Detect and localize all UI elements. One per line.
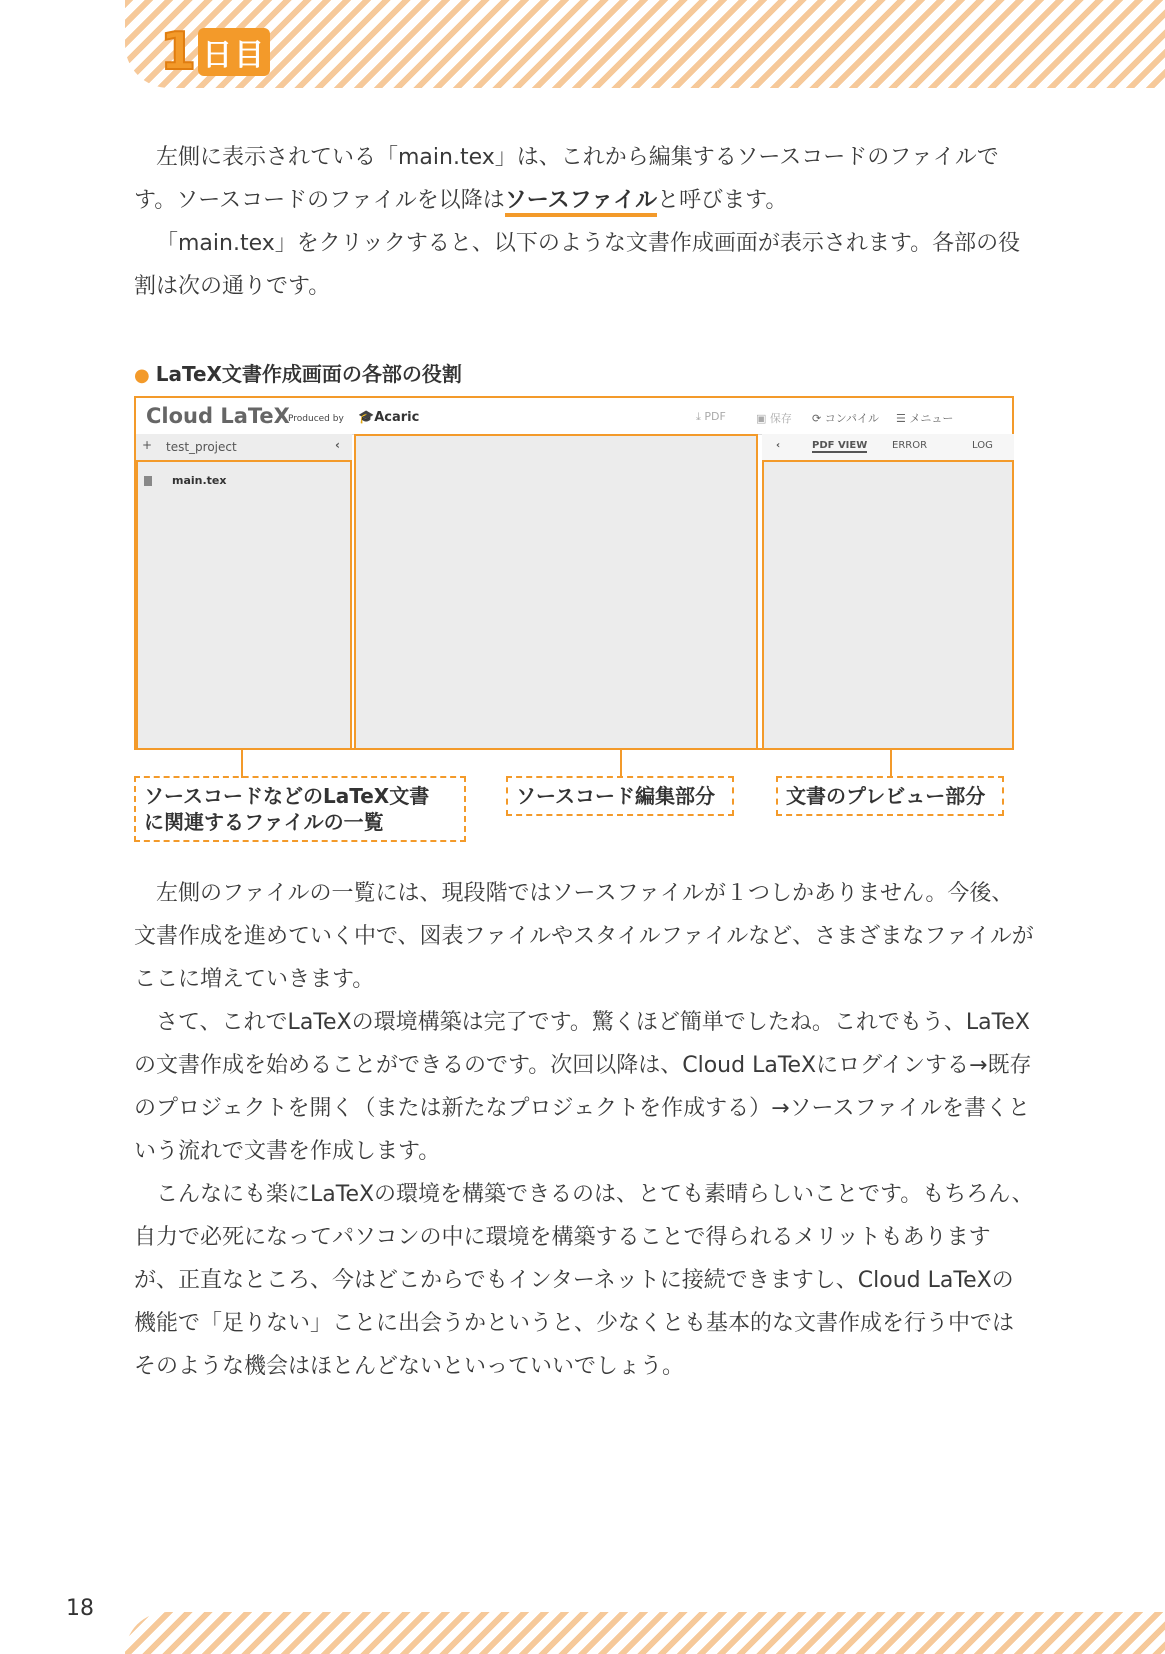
pdf-label: PDF	[704, 410, 726, 423]
bullet-dot-icon: ●	[134, 365, 150, 386]
body-paragraph-2: さて、これでLaTeXの環境構築は完了です。驚くほど簡単でしたね。これでもう、LaTeXの文書作成を始めることができるのです。次回以降は、Cloud LaTeXにログインする→既存のプロジェクトを開く（または新たなプロジェクトを作成する）→ソースファイルを書くという流れで文書を作成します。	[134, 1010, 1032, 1164]
save-button[interactable]	[756, 410, 792, 426]
leader-line-editor	[620, 750, 622, 778]
day-unit: 日目	[198, 28, 270, 76]
app-logo: Cloud LaTeX	[146, 404, 290, 428]
file-icon	[144, 476, 152, 486]
brand-logo	[358, 410, 419, 425]
day-number: 1	[160, 22, 197, 82]
intro-p1-tail: と呼びます。	[657, 188, 788, 213]
brand-name: Acaric	[374, 410, 420, 425]
footer-stripe-band	[125, 1612, 1165, 1654]
leader-line-files	[241, 750, 243, 778]
tab-pdf-view[interactable]: PDF VIEW	[812, 440, 868, 451]
graduation-cap-icon: 🎓	[358, 410, 375, 425]
file-list-pane	[136, 460, 352, 750]
pdf-preview-pane	[762, 460, 1014, 750]
intro-paragraph-1	[134, 136, 1034, 222]
file-item-main-tex[interactable]	[144, 474, 226, 487]
figure-caption	[134, 358, 462, 387]
figure-caption-text: LaTeX文書作成画面の各部の役割	[155, 362, 462, 386]
day-badge	[160, 22, 270, 82]
body-text	[134, 872, 1034, 1388]
download-icon: ⤓	[696, 410, 701, 423]
callout-preview: 文書のプレビュー部分	[776, 776, 1004, 816]
app-header	[136, 398, 1012, 435]
header-stripe-band	[125, 0, 1165, 88]
intro-text	[134, 136, 1034, 308]
preview-collapse-icon[interactable]: ‹	[776, 440, 781, 451]
body-paragraph-3: こんなにも楽にLaTeXの環境を構築できるのは、とても素晴らしいことです。もちろん、自力で必死になってパソコンの中に環境を構築することで得られるメリットもありますが、正直なところ、今はどこからでもインターネットに接続できますし、Cloud LaTeXの機能で「足りない」ことに出会うかというと、少なくとも基本的な文書作成を行う中ではそのような機会はほとんどないといっていいでしょう。	[134, 1182, 1034, 1379]
project-bar	[136, 434, 352, 461]
term-source-file: ソースファイル	[505, 188, 657, 217]
save-icon: ▣	[756, 412, 767, 425]
download-pdf-button[interactable]	[696, 410, 726, 424]
callout-file-list-line1: ソースコードなどのLaTeX文書	[144, 784, 430, 808]
hamburger-icon: ☰	[896, 412, 906, 425]
callout-editor: ソースコード編集部分	[506, 776, 734, 816]
menu-button[interactable]	[896, 410, 953, 426]
intro-p1-text: 左側に表示されている「main.tex」は、これから編集するソースコードのファイルです。ソースコードのファイルを以降は	[134, 145, 999, 213]
save-label: 保存	[769, 412, 792, 425]
menu-label: メニュー	[909, 412, 954, 425]
project-name: test_project	[166, 440, 237, 454]
page-number: 18	[66, 1596, 94, 1621]
preview-tab-bar	[762, 434, 1014, 460]
add-file-icon[interactable]: +	[142, 438, 153, 452]
editor-screenshot	[134, 396, 1014, 750]
compile-button[interactable]	[812, 410, 879, 426]
body-paragraph-1: 左側のファイルの一覧には、現段階ではソースファイルが１つしかありません。今後、文書作成を進めていく中で、図表ファイルやスタイルファイルなど、さまざまなファイルがここに増えていきます。	[134, 881, 1034, 992]
tab-log[interactable]: LOG	[972, 440, 993, 451]
compile-label: コンパイル	[824, 412, 879, 425]
refresh-icon: ⟳	[812, 412, 822, 425]
file-name: main.tex	[172, 474, 227, 487]
leader-line-preview	[890, 750, 892, 778]
callout-file-list	[134, 776, 466, 842]
produced-by-text: Produced by	[288, 414, 344, 424]
collapse-chevron-icon[interactable]: ‹	[335, 438, 340, 452]
source-editor-pane[interactable]	[354, 434, 758, 750]
callout-file-list-line2: に関連するファイルの一覧	[144, 810, 384, 834]
tab-error[interactable]: ERROR	[892, 440, 928, 451]
intro-paragraph-2: 「main.tex」をクリックすると、以下のような文書作成画面が表示されます。各部の役割は次の通りです。	[134, 231, 1021, 299]
